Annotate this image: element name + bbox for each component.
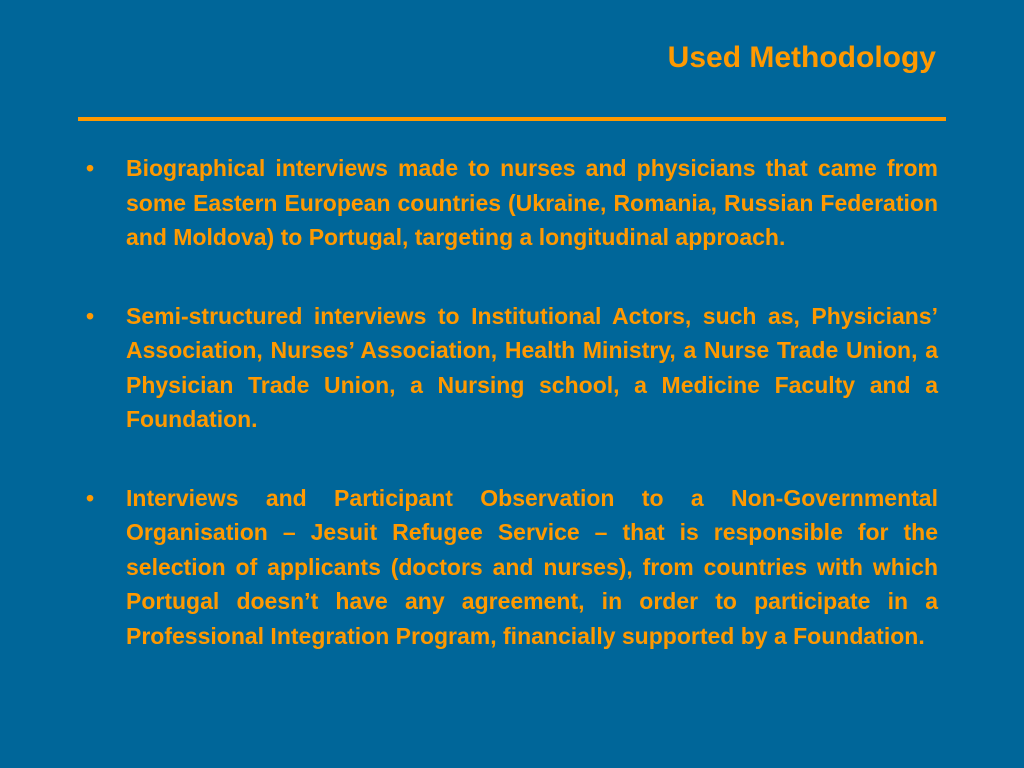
bullet-item-participant-observation (86, 481, 938, 654)
bullet-icon: • (86, 302, 95, 329)
bullet-item-biographical-interviews (86, 151, 938, 255)
bullet-item-semi-structured-interviews (86, 299, 938, 437)
slide-title: Used Methodology (667, 41, 936, 74)
bullet-text: Biographical interviews made to nurses and physicians that came from some Eastern European countries (Ukraine, Romania, Russian Federation and Moldova) to Portugal, targeting a longitudinal approach. (126, 155, 938, 250)
bullet-text: Semi-structured interviews to Institutional Actors, such as, Physicians’ Association, Nurses’ Association, Health Ministry, a Nurse Trade Union, a Physician Trade Union, a Nursing school, a Medicine Faculty and a Foundation. (126, 302, 938, 432)
bullet-icon: • (86, 155, 95, 181)
bullet-list (86, 151, 938, 653)
bullet-text: Interviews and Participant Observation to a Non-Governmental Organisation – Jesuit Refugee Service – that is responsible for the selection of applicants (doctors and nurses), from countries with which Portugal doesn’t have any agreement, in order to participate in a Professional Integration Program, financially supported by a Foundation. (126, 484, 938, 649)
bullet-icon: • (86, 484, 95, 511)
title-divider (78, 117, 946, 121)
